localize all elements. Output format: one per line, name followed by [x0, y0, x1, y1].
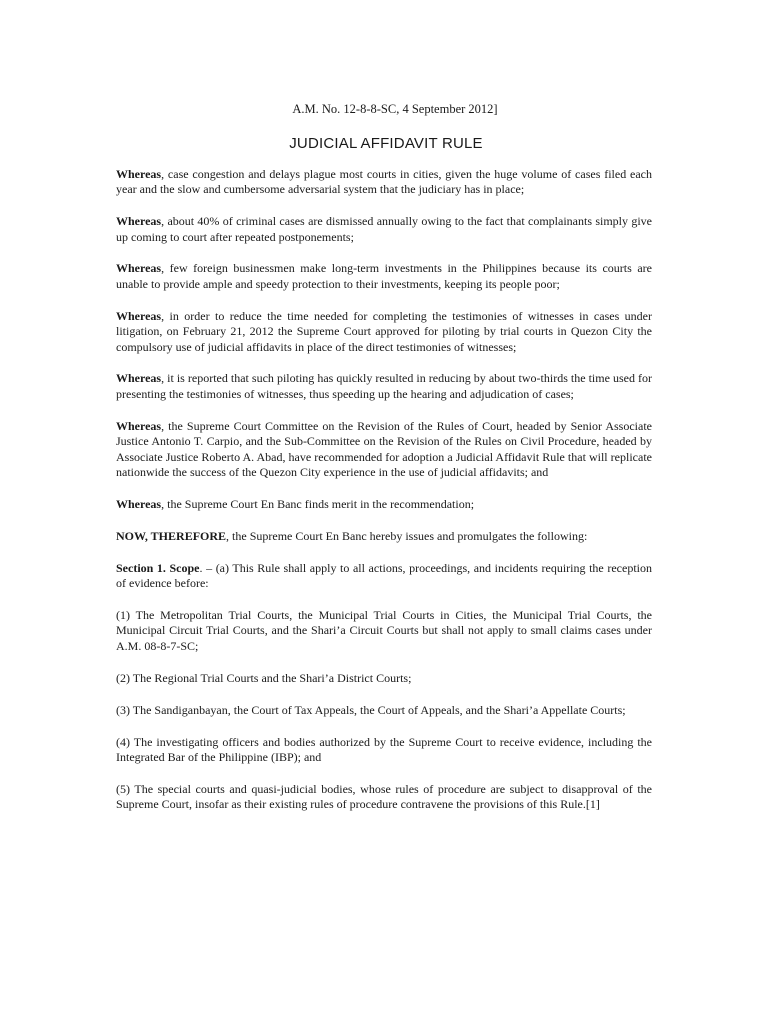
- paragraph-text: , case congestion and delays plague most courts in cities, given the huge volume of cases filed each year and the slow and cumbersome adversarial system that the judiciary has in place;: [116, 166, 652, 197]
- paragraph-whereas-5: [116, 371, 652, 402]
- paragraph-whereas-7: [116, 497, 652, 512]
- paragraph-text: , it is reported that such piloting has quickly resulted in reducing by about two-thirds the time used for presenting the testimonies of witnesses, thus speeding up the hearing and adjudication of cases;: [116, 371, 652, 401]
- document-page: [116, 102, 652, 829]
- paragraph-whereas-3: [116, 261, 652, 292]
- paragraph-whereas-2: [116, 214, 652, 245]
- paragraph-lead: Whereas: [116, 214, 162, 229]
- paragraph-whereas-4: [116, 309, 652, 355]
- paragraph-text: , about 40% of criminal cases are dismissed annually owing to the fact that complainants simply give up coming to court after repeated postponements;: [116, 214, 652, 244]
- document-title: JUDICIAL AFFIDAVIT RULE: [289, 135, 483, 153]
- paragraph-now-therefore: [116, 529, 652, 544]
- paragraph-lead: NOW, THEREFORE: [116, 528, 227, 543]
- paragraph-lead: Section 1. Scope: [116, 560, 200, 575]
- paragraph-lead: Whereas: [116, 496, 162, 511]
- paragraph-lead: Whereas: [116, 308, 162, 323]
- paragraph-whereas-1: [116, 167, 652, 198]
- paragraph-lead: Whereas: [116, 166, 162, 181]
- paragraph-scope-item-1: (1) The Metropolitan Trial Courts, the Municipal Trial Courts in Cities, the Municipal Trial Courts, the Municipal Circuit Trial Courts, and the Shari’a Circuit Courts but shall not apply to small claims cases under A.M. 08-8-7-SC;: [116, 608, 652, 653]
- paragraph-text: , the Supreme Court En Banc finds merit in the recommendation;: [161, 496, 475, 511]
- paragraph-text: , few foreign businessmen make long-term investments in the Philippines because its courts are unable to provide ample and speedy protection to their investments, keeping its people poor;: [116, 261, 652, 291]
- paragraph-whereas-6: [116, 419, 652, 481]
- paragraph-text: , in order to reduce the time needed for completing the testimonies of witnesses in cases under litigation, on February 21, 2012 the Supreme Court approved for piloting by trial courts in Quezon City the compulsory use of judicial affidavits in place of the direct testimonies of witnesses;: [116, 308, 652, 354]
- paragraph-text: , the Supreme Court Committee on the Revision of the Rules of Court, headed by Senior Associate Justice Antonio T. Carpio, and the Sub-Committee on the Revision of the Rules on Civil Procedure, headed by Associate Justice Roberto A. Abad, have recommended for adoption a Judicial Affidavit Rule that will replicate nationwide the success of the Quezon City experience in the use of judicial affidavits; and: [116, 418, 652, 479]
- paragraph-lead: Whereas: [116, 418, 162, 433]
- paragraph-lead: Whereas: [116, 371, 162, 386]
- paragraph-scope-item-3: (3) The Sandiganbayan, the Court of Tax Appeals, the Court of Appeals, and the Shari’a Appellate Courts;: [116, 702, 626, 717]
- paragraph-scope-item-5: (5) The special courts and quasi-judicial bodies, whose rules of procedure are subject to disapproval of the Supreme Court, insofar as their existing rules of procedure contravene the provisions of this Rule.[1]: [116, 781, 652, 812]
- paragraph-text: . – (a) This Rule shall apply to all actions, proceedings, and incidents requiring the reception of evidence before:: [116, 560, 652, 591]
- paragraph-text: , the Supreme Court En Banc hereby issues and promulgates the following:: [226, 528, 588, 543]
- paragraph-lead: Whereas: [116, 261, 162, 276]
- paragraph-scope-item-2: (2) The Regional Trial Courts and the Shari’a District Courts;: [116, 670, 412, 685]
- paragraph-section-1-scope: [116, 561, 652, 592]
- document-citation: A.M. No. 12-8-8-SC, 4 September 2012]: [292, 102, 498, 116]
- paragraph-scope-item-4: (4) The investigating officers and bodies authorized by the Supreme Court to receive evidence, including the Integrated Bar of the Philippine (IBP); and: [116, 734, 652, 764]
